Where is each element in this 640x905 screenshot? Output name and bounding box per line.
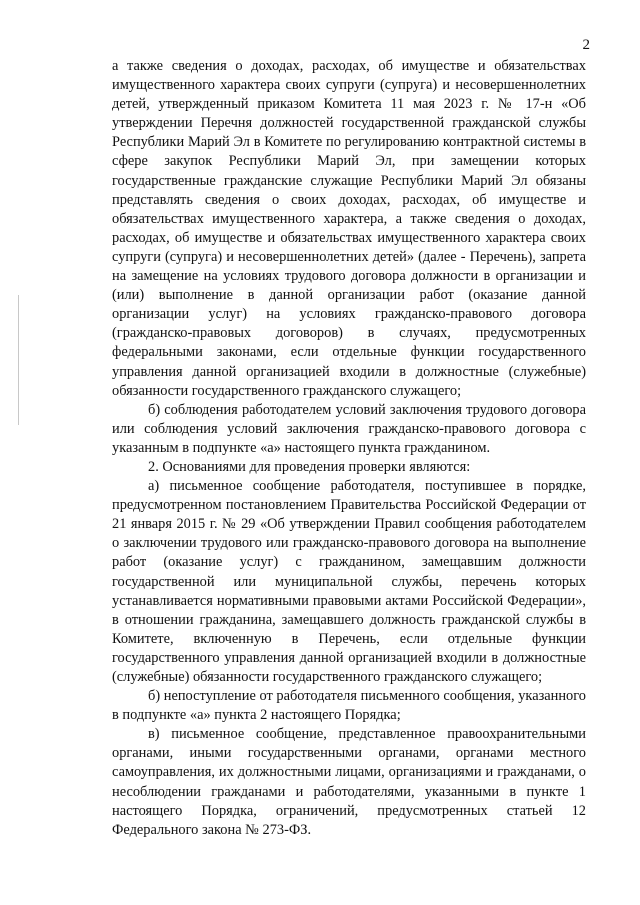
paragraph-continuation: а также сведения о доходах, расходах, об имуществе и обязательствах имущественного характера своих супруги (супруга) и несовершеннолетних детей, утвержденный приказом Комитета 11 мая 2023 г. № 17-н «Об утверждении Перечня должностей государственной гражданской службы Республики Марий Эл в Комитете по регулированию контрактной системы в сфере закупок Республики Марий Эл, при замещении которых государственные гражданские служащие Республики Марий Эл обязаны представлять сведения о своих доходах, расходах, об имуществе и обязательствах имущественного характера, а также сведения о доходах, расходах, об имуществе и обязательствах имущественного характера своих супруги (супруга) и несовершеннолетних детей» (далее - Перечень), запрета на замещение на условиях трудового договора должности в организации и (или) выполнение в данной организации работ (оказание данной организации услуг) на условиях гражданско-правового договора (гражданско-правовых договоров) в случаях, предусмотренных федеральными законами, если отдельные функции государственного управления данной организацией входили в должностные (служебные) обязанности государственного гражданского служащего; bbox=[112, 58, 586, 399]
paragraph-2-heading: 2. Основаниями для проведения проверки являются: bbox=[148, 458, 471, 475]
scan-margin-mark bbox=[18, 295, 19, 425]
paragraph-2c: в) письменное сообщение, представленное правоохранительными органами, иными государственными органами, органами местного самоуправления, их должностными лицами, организациями и гражданами, о несоблюдении гражданами и работодателями, указанными в пункте 1 настоящего Порядка, ограничений, предусмотренных статьей 12 Федерального закона № 273-ФЗ. bbox=[112, 726, 586, 838]
paragraph-2a: а) письменное сообщение работодателя, поступившее в порядке, предусмотренном постановлением Правительства Российской Федерации от 21 января 2015 г. № 29 «Об утверждении Правил сообщения работодателем о заключении трудового или гражданско-правового договора на выполнение работ (оказание услуг) с гражданином, замещавшим должности государственной или муниципальной службы, перечень которых устанавливается нормативными правовыми актами Российской Федерации», в отношении гражданина, замещавшего должность гражданской службы в Комитете, включенную в Перечень, если отдельные функции государственного управления данной организацией входили в должностные (служебные) обязанности государственного гражданского служащего; bbox=[112, 478, 586, 685]
paragraph-2b: б) непоступление от работодателя письменного сообщения, указанного в подпункте «а» пункта 2 настоящего Порядка; bbox=[112, 688, 586, 724]
document-body bbox=[112, 57, 586, 840]
paragraph-1b: б) соблюдения работодателем условий заключения трудового договора или соблюдения условий заключения гражданско-правового договора с указанным в подпункте «а» настоящего пункта гражданином. bbox=[112, 401, 586, 456]
page-number: 2 bbox=[582, 37, 590, 53]
